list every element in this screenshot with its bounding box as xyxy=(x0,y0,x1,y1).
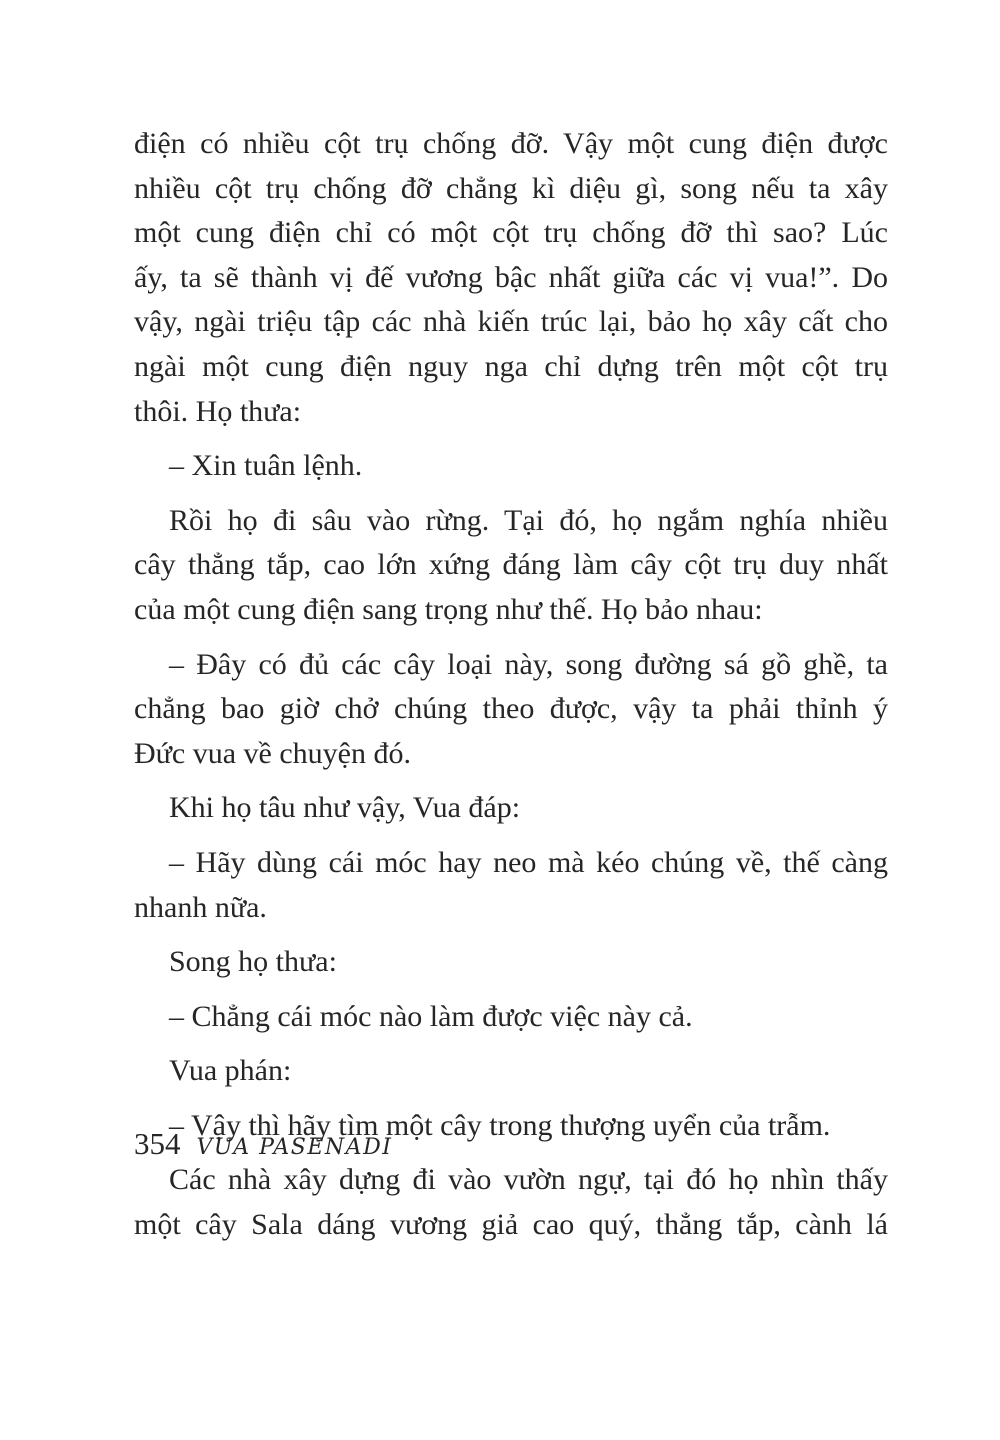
text-line: nhanh nữa. xyxy=(134,890,267,924)
text-line: – Hãy dùng cái móc hay neo mà kéo chúng về, thế càng xyxy=(169,845,888,879)
paragraph xyxy=(134,499,888,633)
text-line: – Vậy thì hãy tìm một cây trong thượng uyển của trẫm. xyxy=(169,1108,831,1142)
text-line: – Đây có đủ các cây loại này, song đường sá gồ ghề, ta xyxy=(169,647,888,681)
paragraph xyxy=(134,122,888,434)
running-title: VUA PASENADI xyxy=(196,1135,393,1160)
text-line: cây thẳng tắp, cao lớn xứng đáng làm cây cột trụ duy nhất xyxy=(134,548,888,582)
text-line: – Xin tuân lệnh. xyxy=(169,449,363,483)
paragraph xyxy=(134,841,888,930)
text-line: ngài một cung điện nguy nga chỉ dựng trên một cột trụ xyxy=(134,349,888,383)
text-line: một cung điện chỉ có một cột trụ chống đỡ thì sao? Lúc xyxy=(134,216,888,250)
text-line: vậy, ngài triệu tập các nhà kiến trúc lại, bảo họ xây cất cho xyxy=(134,305,888,339)
text-line: nhiều cột trụ chống đỡ chẳng kì diệu gì, song nếu ta xây xyxy=(134,171,888,205)
text-line: chẳng bao giờ chở chúng theo được, vậy ta phải thỉnh ý xyxy=(134,692,888,726)
paragraph xyxy=(134,940,888,985)
paragraph xyxy=(134,995,888,1040)
text-line: Khi họ tâu như vậy, Vua đáp: xyxy=(169,791,521,825)
paragraph xyxy=(134,786,888,831)
page-number: 354 xyxy=(134,1126,181,1161)
body-text xyxy=(134,122,888,1258)
paragraph xyxy=(134,1158,888,1247)
text-line: ấy, ta sẽ thành vị đế vương bậc nhất giữa các vị vua!”. Do xyxy=(134,260,888,294)
text-line: Rồi họ đi sâu vào rừng. Tại đó, họ ngắm nghía nhiều xyxy=(169,503,888,537)
text-line: Vua phán: xyxy=(169,1054,292,1088)
text-line: một cây Sala dáng vương giả cao quý, thẳng tắp, cành lá xyxy=(134,1208,888,1242)
page-footer xyxy=(134,1126,392,1170)
text-line: thôi. Họ thưa: xyxy=(134,394,302,428)
text-line: – Chẳng cái móc nào làm được việc này cả. xyxy=(169,999,693,1033)
paragraph xyxy=(134,444,888,489)
text-line: điện có nhiều cột trụ chống đỡ. Vậy một cung điện được xyxy=(134,127,888,160)
text-line: Đức vua về chuyện đó. xyxy=(134,736,412,770)
paragraph xyxy=(134,1049,888,1094)
paragraph xyxy=(134,643,888,777)
text-line: của một cung điện sang trọng như thế. Họ bảo nhau: xyxy=(134,592,763,626)
text-line: Các nhà xây dựng đi vào vườn ngự, tại đó họ nhìn thấy xyxy=(169,1163,888,1197)
text-line: Song họ thưa: xyxy=(169,945,337,979)
